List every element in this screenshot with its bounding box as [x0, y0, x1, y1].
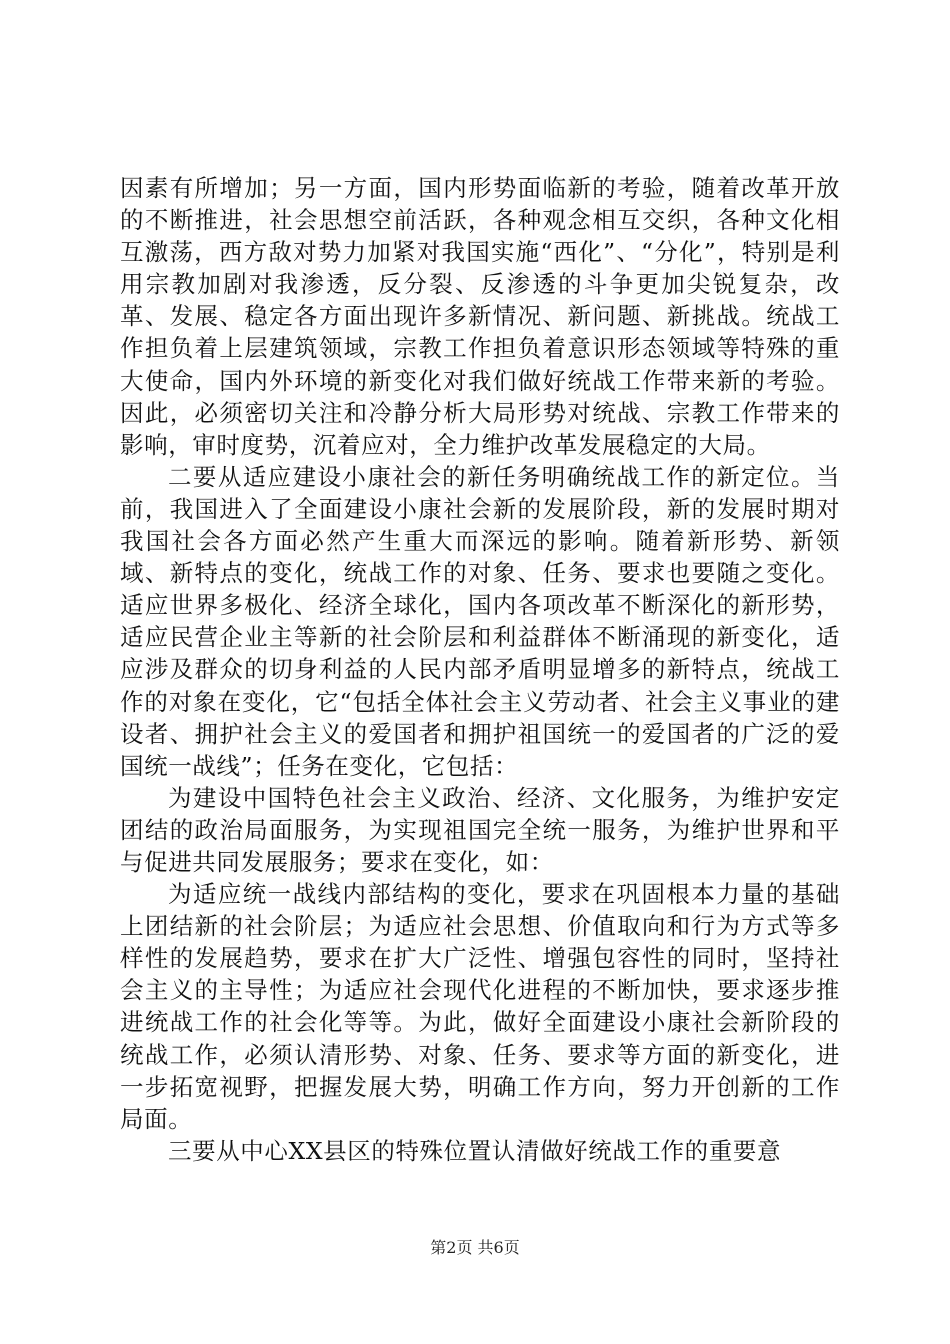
- paragraph-5: 三要从中心XX县区的特殊位置认清做好统战工作的重要意: [168, 1136, 782, 1165]
- paragraph-1: 因素有所增加；另一方面，国内形势面临新的考验，随着改革开放的不断推进，社会思想空前活跃，各种观念相互交织，各种文化相互激荡，西方敌对势力加紧对我国实施“西化”、“分化”，特别是利用宗教加剧对我渗透，反分裂、反渗透的斗争更加尖锐复杂，改革、发展、稳定各方面出现许多新情况、新问题、新挑战。统战工作担负着上层建筑领域，宗教工作担负着意识形态领域等特殊的重大使命，国内外环境的新变化对我们做好统战工作带来新的考验。因此，必须密切关注和冷静分析大局形势对统战、宗教工作带来的影响，审时度势，沉着应对，全力维护改革发展稳定的大局。: [120, 174, 840, 459]
- paragraph-4: 为适应统一战线内部结构的变化，要求在巩固根本力量的基础上团结新的社会阶层；为适应社会思想、价值取向和行为方式等多样性的发展趋势，要求在扩大广泛性、增强包容性的同时，坚持社会主义的主导性；为适应社会现代化进程的不断加快，要求逐步推进统战工作的社会化等等。为此，做好全面建设小康社会新阶段的统战工作，必须认清形势、对象、任务、要求等方面的新变化，进一步拓宽视野，把握发展大势，明确工作方向，努力开创新的工作局面。: [120, 880, 840, 1133]
- paragraph-3: 为建设中国特色社会主义政治、经济、文化服务，为维护安定团结的政治局面服务，为实现祖国完全统一服务，为维护世界和平与促进共同发展服务；要求在变化，如：: [120, 783, 840, 876]
- paragraph-2: 二要从适应建设小康社会的新任务明确统战工作的新定位。当前，我国进入了全面建设小康社会新的发展阶段，新的发展时期对我国社会各方面必然产生重大而深远的影响。随着新形势、新领域、新特点的变化，统战工作的对象、任务、要求也要随之变化。适应世界多极化、经济全球化，国内各项改革不断深化的新形势，适应民营企业主等新的社会阶层和利益群体不断涌现的新变化，适应涉及群众的切身利益的人民内部矛盾明显增多的新特点，统战工作的对象在变化，它“包括全体社会主义劳动者、社会主义事业的建设者、拥护社会主义的爱国者和拥护祖国统一的爱国者的广泛的爱国统一战线”；任务在变化，它包括：: [120, 462, 840, 780]
- document-body: [120, 172, 840, 1167]
- page-footer: 第2页 共6页: [430, 1238, 520, 1257]
